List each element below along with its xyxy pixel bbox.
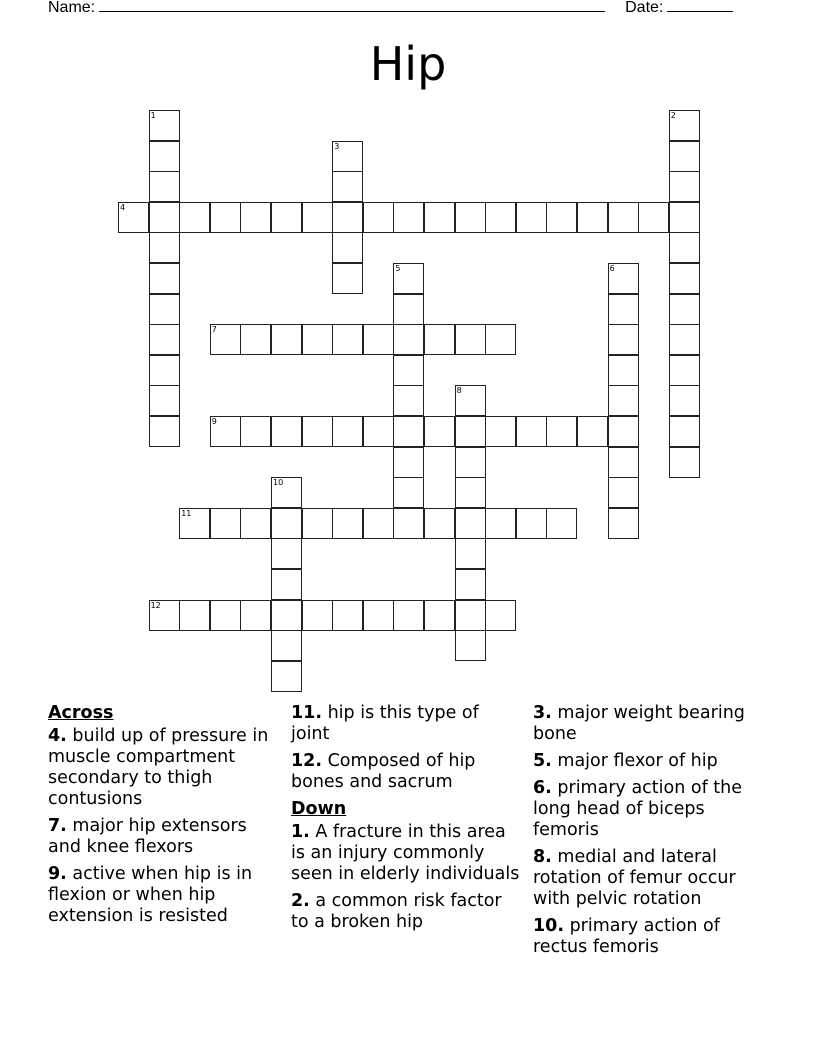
crossword-cell[interactable] xyxy=(669,263,700,294)
crossword-cell[interactable] xyxy=(363,324,394,355)
crossword-cell[interactable] xyxy=(271,630,302,661)
crossword-cell[interactable] xyxy=(516,416,547,447)
crossword-cell[interactable] xyxy=(669,385,700,416)
crossword-cell[interactable] xyxy=(393,447,424,478)
crossword-cell[interactable] xyxy=(608,355,639,386)
crossword-cell[interactable] xyxy=(302,508,333,539)
crossword-cell[interactable] xyxy=(210,508,241,539)
clue-text: primary action of rectus femoris xyxy=(533,916,720,957)
crossword-cell[interactable] xyxy=(271,538,302,569)
crossword-cell[interactable] xyxy=(608,385,639,416)
date-label: Date: xyxy=(625,0,664,16)
clue-number-label: 11 xyxy=(181,508,192,518)
clue-text: a common risk factor to a broken hip xyxy=(291,891,502,932)
crossword-cell[interactable] xyxy=(424,416,455,447)
crossword-cell[interactable] xyxy=(516,508,547,539)
clue-number-label: 7 xyxy=(211,325,217,335)
crossword-cell-10[interactable] xyxy=(271,477,302,508)
crossword-cell[interactable] xyxy=(271,600,302,631)
crossword-cell-3[interactable] xyxy=(332,141,363,172)
crossword-cell[interactable] xyxy=(393,477,424,508)
crossword-cell[interactable] xyxy=(669,355,700,386)
crossword-cell[interactable] xyxy=(332,416,363,447)
crossword-cell-11[interactable] xyxy=(179,508,210,539)
crossword-cell[interactable] xyxy=(271,324,302,355)
crossword-cell[interactable] xyxy=(608,202,639,233)
crossword-cell[interactable] xyxy=(669,447,700,478)
clue-text: A fracture in this area is an injury commonly seen in elderly individuals xyxy=(291,822,520,884)
clue-item xyxy=(533,751,773,772)
crossword-cell-12[interactable] xyxy=(149,600,180,631)
crossword-cell[interactable] xyxy=(271,202,302,233)
crossword-cell[interactable] xyxy=(332,202,363,233)
crossword-cell[interactable] xyxy=(638,202,669,233)
crossword-cell[interactable] xyxy=(485,416,516,447)
clue-number: 3. xyxy=(533,703,552,723)
crossword-cell[interactable] xyxy=(271,416,302,447)
crossword-cell[interactable] xyxy=(149,355,180,386)
crossword-cell[interactable] xyxy=(608,294,639,325)
clue-item xyxy=(533,703,773,745)
crossword-cell[interactable] xyxy=(302,600,333,631)
clue-number: 2. xyxy=(291,891,310,911)
clue-text: major hip extensors and knee flexors xyxy=(48,816,247,857)
crossword-cell[interactable] xyxy=(332,508,363,539)
crossword-cell[interactable] xyxy=(669,171,700,202)
crossword-cell[interactable] xyxy=(240,600,271,631)
crossword-cell[interactable] xyxy=(271,569,302,600)
crossword-cell[interactable] xyxy=(393,355,424,386)
crossword-cell[interactable] xyxy=(424,600,455,631)
across-heading: Across xyxy=(48,703,114,723)
crossword-cell[interactable] xyxy=(669,416,700,447)
crossword-cell[interactable] xyxy=(669,202,700,233)
crossword-cell[interactable] xyxy=(455,538,486,569)
clue-number: 6. xyxy=(533,778,552,798)
crossword-cell[interactable] xyxy=(271,661,302,692)
name-label: Name: xyxy=(48,0,96,16)
clue-item xyxy=(291,703,521,745)
crossword-cell[interactable] xyxy=(516,202,547,233)
clue-number: 8. xyxy=(533,847,552,867)
crossword-cell[interactable] xyxy=(210,202,241,233)
crossword-cell[interactable] xyxy=(149,202,180,233)
crossword-cell[interactable] xyxy=(455,508,486,539)
crossword-cell[interactable] xyxy=(424,324,455,355)
crossword-cell-2[interactable] xyxy=(669,110,700,141)
crossword-cell[interactable] xyxy=(332,324,363,355)
clues-column-3 xyxy=(533,703,773,964)
crossword-cell[interactable] xyxy=(210,600,241,631)
clue-item xyxy=(48,816,284,858)
clue-text: hip is this type of joint xyxy=(291,703,479,744)
crossword-cell[interactable] xyxy=(149,171,180,202)
crossword-cell[interactable] xyxy=(332,232,363,263)
crossword-cell[interactable] xyxy=(302,324,333,355)
clue-item xyxy=(291,751,521,793)
clue-number: 5. xyxy=(533,751,552,771)
clue-item xyxy=(291,822,521,885)
crossword-cell[interactable] xyxy=(455,416,486,447)
crossword-cell[interactable] xyxy=(455,447,486,478)
crossword-cell-4[interactable] xyxy=(118,202,149,233)
crossword-cell[interactable] xyxy=(608,508,639,539)
crossword-cell[interactable] xyxy=(363,416,394,447)
clue-item xyxy=(533,847,773,910)
crossword-cell[interactable] xyxy=(179,600,210,631)
clues-column-2 xyxy=(291,703,521,939)
clue-item xyxy=(48,864,284,927)
clue-number-label: 3 xyxy=(334,141,340,151)
clue-text: primary action of the long head of biceps femoris xyxy=(533,778,743,840)
crossword-cell[interactable] xyxy=(149,416,180,447)
clue-number: 1. xyxy=(291,822,310,842)
clue-number-label: 12 xyxy=(150,600,161,610)
crossword-cell[interactable] xyxy=(149,263,180,294)
crossword-cell[interactable] xyxy=(455,630,486,661)
crossword-cell-7[interactable] xyxy=(210,324,241,355)
crossword-cell-6[interactable] xyxy=(608,263,639,294)
crossword-cell[interactable] xyxy=(485,600,516,631)
crossword-cell[interactable] xyxy=(669,232,700,263)
crossword-cell[interactable] xyxy=(424,508,455,539)
crossword-cell[interactable] xyxy=(149,294,180,325)
crossword-cell[interactable] xyxy=(455,600,486,631)
clue-item xyxy=(533,916,773,958)
crossword-cell[interactable] xyxy=(455,477,486,508)
crossword-cell[interactable] xyxy=(393,600,424,631)
clue-number: 12. xyxy=(291,751,323,771)
clue-number-label: 5 xyxy=(395,264,401,273)
clue-number: 9. xyxy=(48,864,67,884)
crossword-cell[interactable] xyxy=(240,416,271,447)
crossword-cell[interactable] xyxy=(546,416,577,447)
clue-text: build up of pressure in muscle compartment secondary to thigh contusions xyxy=(48,726,269,809)
crossword-cell[interactable] xyxy=(485,508,516,539)
page-title: Hip xyxy=(369,37,447,91)
crossword-cell[interactable] xyxy=(393,508,424,539)
crossword-cell[interactable] xyxy=(669,324,700,355)
clue-number-label: 4 xyxy=(120,202,126,212)
crossword-cell[interactable] xyxy=(240,324,271,355)
crossword-cell[interactable] xyxy=(149,385,180,416)
crossword-cell-8[interactable] xyxy=(455,385,486,416)
crossword-cell[interactable] xyxy=(363,202,394,233)
clue-text: major flexor of hip xyxy=(551,751,718,771)
crossword-cell[interactable] xyxy=(149,141,180,172)
crossword-cell[interactable] xyxy=(332,171,363,202)
crossword-cell[interactable] xyxy=(363,600,394,631)
crossword-cell[interactable] xyxy=(546,508,577,539)
clue-number-label: 10 xyxy=(273,478,284,488)
clue-number: 11. xyxy=(291,703,323,723)
crossword-cell[interactable] xyxy=(271,508,302,539)
clue-number: 10. xyxy=(533,916,565,936)
clue-text: major weight bearing bone xyxy=(533,703,745,744)
crossword-cell[interactable] xyxy=(149,324,180,355)
crossword-cell[interactable] xyxy=(149,232,180,263)
clue-number: 7. xyxy=(48,816,67,836)
crossword-cell[interactable] xyxy=(577,202,608,233)
crossword-cell[interactable] xyxy=(393,416,424,447)
clue-number-label: 9 xyxy=(211,417,217,426)
crossword-cell[interactable] xyxy=(393,202,424,233)
crossword-cell[interactable] xyxy=(608,324,639,355)
crossword-cell[interactable] xyxy=(240,508,271,539)
crossword-cell[interactable] xyxy=(485,324,516,355)
clue-number-label: 8 xyxy=(456,386,462,396)
crossword-cell[interactable] xyxy=(424,202,455,233)
crossword-cell[interactable] xyxy=(608,447,639,478)
clues-column-1 xyxy=(48,703,284,933)
clue-item xyxy=(48,726,284,810)
crossword-cell[interactable] xyxy=(302,416,333,447)
crossword-cell[interactable] xyxy=(669,141,700,172)
clue-item xyxy=(291,891,521,933)
crossword-cell[interactable] xyxy=(455,324,486,355)
clue-text: medial and lateral rotation of femur occur with pelvic rotation xyxy=(533,847,736,909)
crossword-cell[interactable] xyxy=(608,416,639,447)
crossword-cell[interactable] xyxy=(363,508,394,539)
crossword-cell[interactable] xyxy=(332,263,363,294)
crossword-cell[interactable] xyxy=(240,202,271,233)
crossword-cell[interactable] xyxy=(179,202,210,233)
clue-number-label: 6 xyxy=(609,264,615,273)
crossword-cell-1[interactable] xyxy=(149,110,180,141)
clue-number-label: 2 xyxy=(670,111,676,120)
clue-item xyxy=(533,778,773,841)
crossword-cell[interactable] xyxy=(669,294,700,325)
crossword-cell[interactable] xyxy=(393,385,424,416)
clue-number: 4. xyxy=(48,726,67,746)
crossword-cell[interactable] xyxy=(546,202,577,233)
clue-text: active when hip is in flexion or when hip extension is resisted xyxy=(48,864,253,926)
clue-text: Composed of hip bones and sacrum xyxy=(291,751,476,792)
crossword-cell-5[interactable] xyxy=(393,263,424,294)
crossword-cell[interactable] xyxy=(608,477,639,508)
crossword-cell-9[interactable] xyxy=(210,416,241,447)
crossword-cell[interactable] xyxy=(485,202,516,233)
clue-number-label: 1 xyxy=(150,111,156,120)
crossword-cell[interactable] xyxy=(393,324,424,355)
crossword-cell[interactable] xyxy=(455,202,486,233)
crossword-cell[interactable] xyxy=(332,600,363,631)
crossword-cell[interactable] xyxy=(455,569,486,600)
down-heading: Down xyxy=(291,799,347,819)
crossword-cell[interactable] xyxy=(302,202,333,233)
crossword-cell[interactable] xyxy=(393,294,424,325)
crossword-cell[interactable] xyxy=(577,416,608,447)
